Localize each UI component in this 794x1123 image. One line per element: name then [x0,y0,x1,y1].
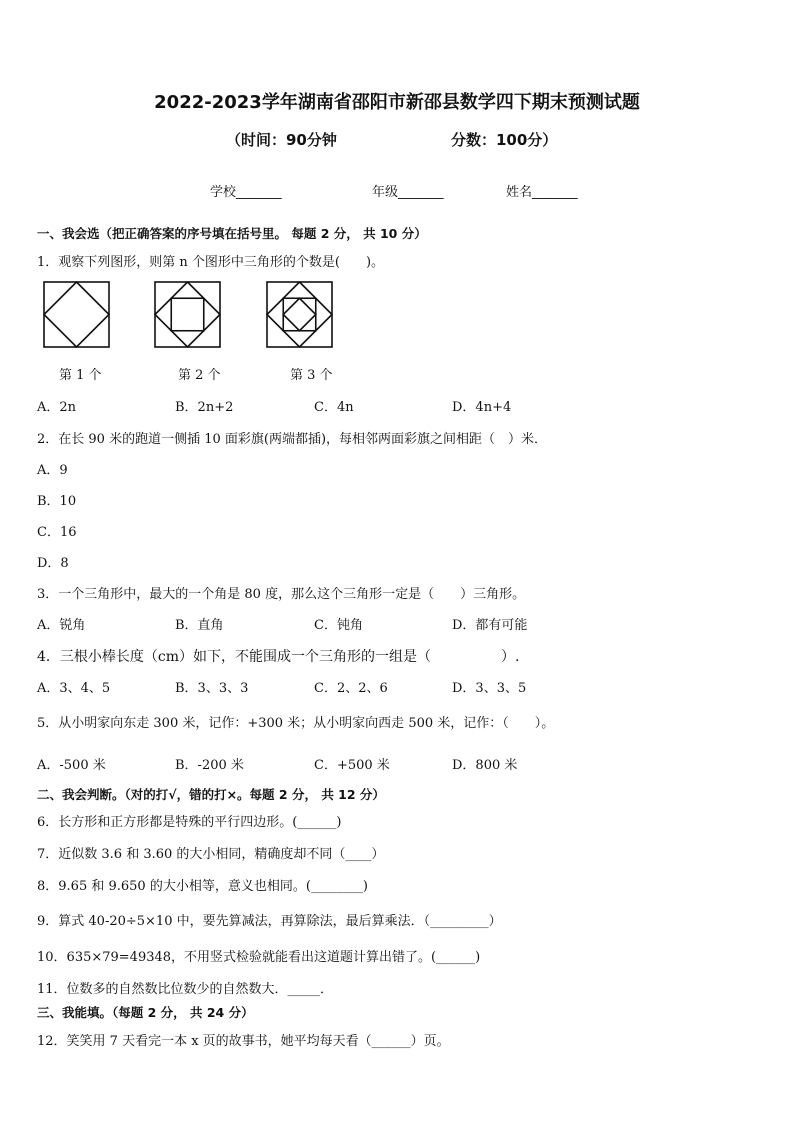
q4-option-b: B．3、3、3 [175,681,249,696]
figure-2-nested-squares [154,281,221,348]
question-1: 1．观察下列图形，则第 n 个图形中三角形的个数是( )。 [37,255,385,270]
exam-title: 2022-2023学年湖南省邵阳市新邵县数学四下期末预测试题 [154,92,640,113]
question-10: 10．635×79=49348，不用竖式检验就能看出这道题计算出错了。(______) [37,950,481,965]
q2-option-a: A．9 [37,463,68,478]
figure-2-caption: 第 2 个 [178,368,221,383]
figure-1-nested-squares [43,281,110,348]
time-label: （时间：90分钟 [226,131,337,149]
q3-option-d: D．都有可能 [452,618,528,633]
question-11: 11．位数多的自然数比位数少的自然数大．_____． [37,982,334,997]
score-label: 分数：100分） [451,131,558,149]
q1-option-a: A．2n [37,400,77,415]
q5-option-c: C．+500 米 [314,758,390,773]
q4-option-c: C．2、2、6 [314,681,388,696]
section-3-heading: 三、我能填。（每题 2 分， 共 24 分） [37,1005,254,1020]
figure-1-caption: 第 1 个 [59,368,102,383]
q1-option-b: B．2n+2 [175,400,234,415]
section-2-heading: 二、我会判断。（对的打√，错的打×。每题 2 分， 共 12 分） [37,787,385,802]
question-5: 5．从小明家向东走 300 米，记作：+300 米；从小明家向西走 500 米，记作：（ ）。 [37,716,555,731]
q5-option-a: A．-500 米 [37,758,106,773]
q4-option-d: D．3、3、5 [452,681,527,696]
name-field: 姓名_______ [506,185,578,200]
q2-option-d: D．8 [37,556,69,571]
grade-field: 年级_______ [372,185,444,200]
q3-option-c: C．钝角 [314,618,363,633]
q3-option-b: B．直角 [175,618,224,633]
question-2: 2．在长 90 米的跑道一侧插 10 面彩旗(两端都插)，每相邻两面彩旗之间相距（ ）米． [37,432,548,447]
q1-option-d: D．4n+4 [452,400,512,415]
q5-option-b: B．-200 米 [175,758,244,773]
q5-option-d: D．800 米 [452,758,518,773]
q2-option-c: C．16 [37,525,77,540]
question-4: 4．三根小棒长度（cm）如下，不能围成一个三角形的一组是（ ）. [37,649,520,665]
section-1-heading: 一、我会选（把正确答案的序号填在括号里。 每题 2 分， 共 10 分） [37,226,427,241]
question-3: 3．一个三角形中，最大的一个角是 80 度，那么这个三角形一定是（ ）三角形。 [37,587,526,602]
question-9: 9．算式 40-20÷5×10 中，要先算减法，再算除法，最后算乘法．（_________） [37,914,502,929]
q2-option-b: B．10 [37,494,77,509]
school-field: 学校_______ [210,185,282,200]
q4-option-a: A．3、4、5 [37,681,111,696]
question-6: 6．长方形和正方形都是特殊的平行四边形。(______) [37,815,342,830]
question-8: 8．9.65 和 9.650 的大小相等，意义也相同。(________) [37,879,368,894]
q1-option-c: C．4n [314,400,354,415]
question-7: 7．近似数 3.6 和 3.60 的大小相同，精确度却不同（____） [37,847,385,862]
q3-option-a: A．锐角 [37,618,86,633]
figure-3-caption: 第 3 个 [290,368,333,383]
question-12: 12．笑笑用 7 天看完一本 x 页的故事书，她平均每天看（______）页。 [37,1034,450,1049]
figure-3-nested-squares [266,281,333,348]
